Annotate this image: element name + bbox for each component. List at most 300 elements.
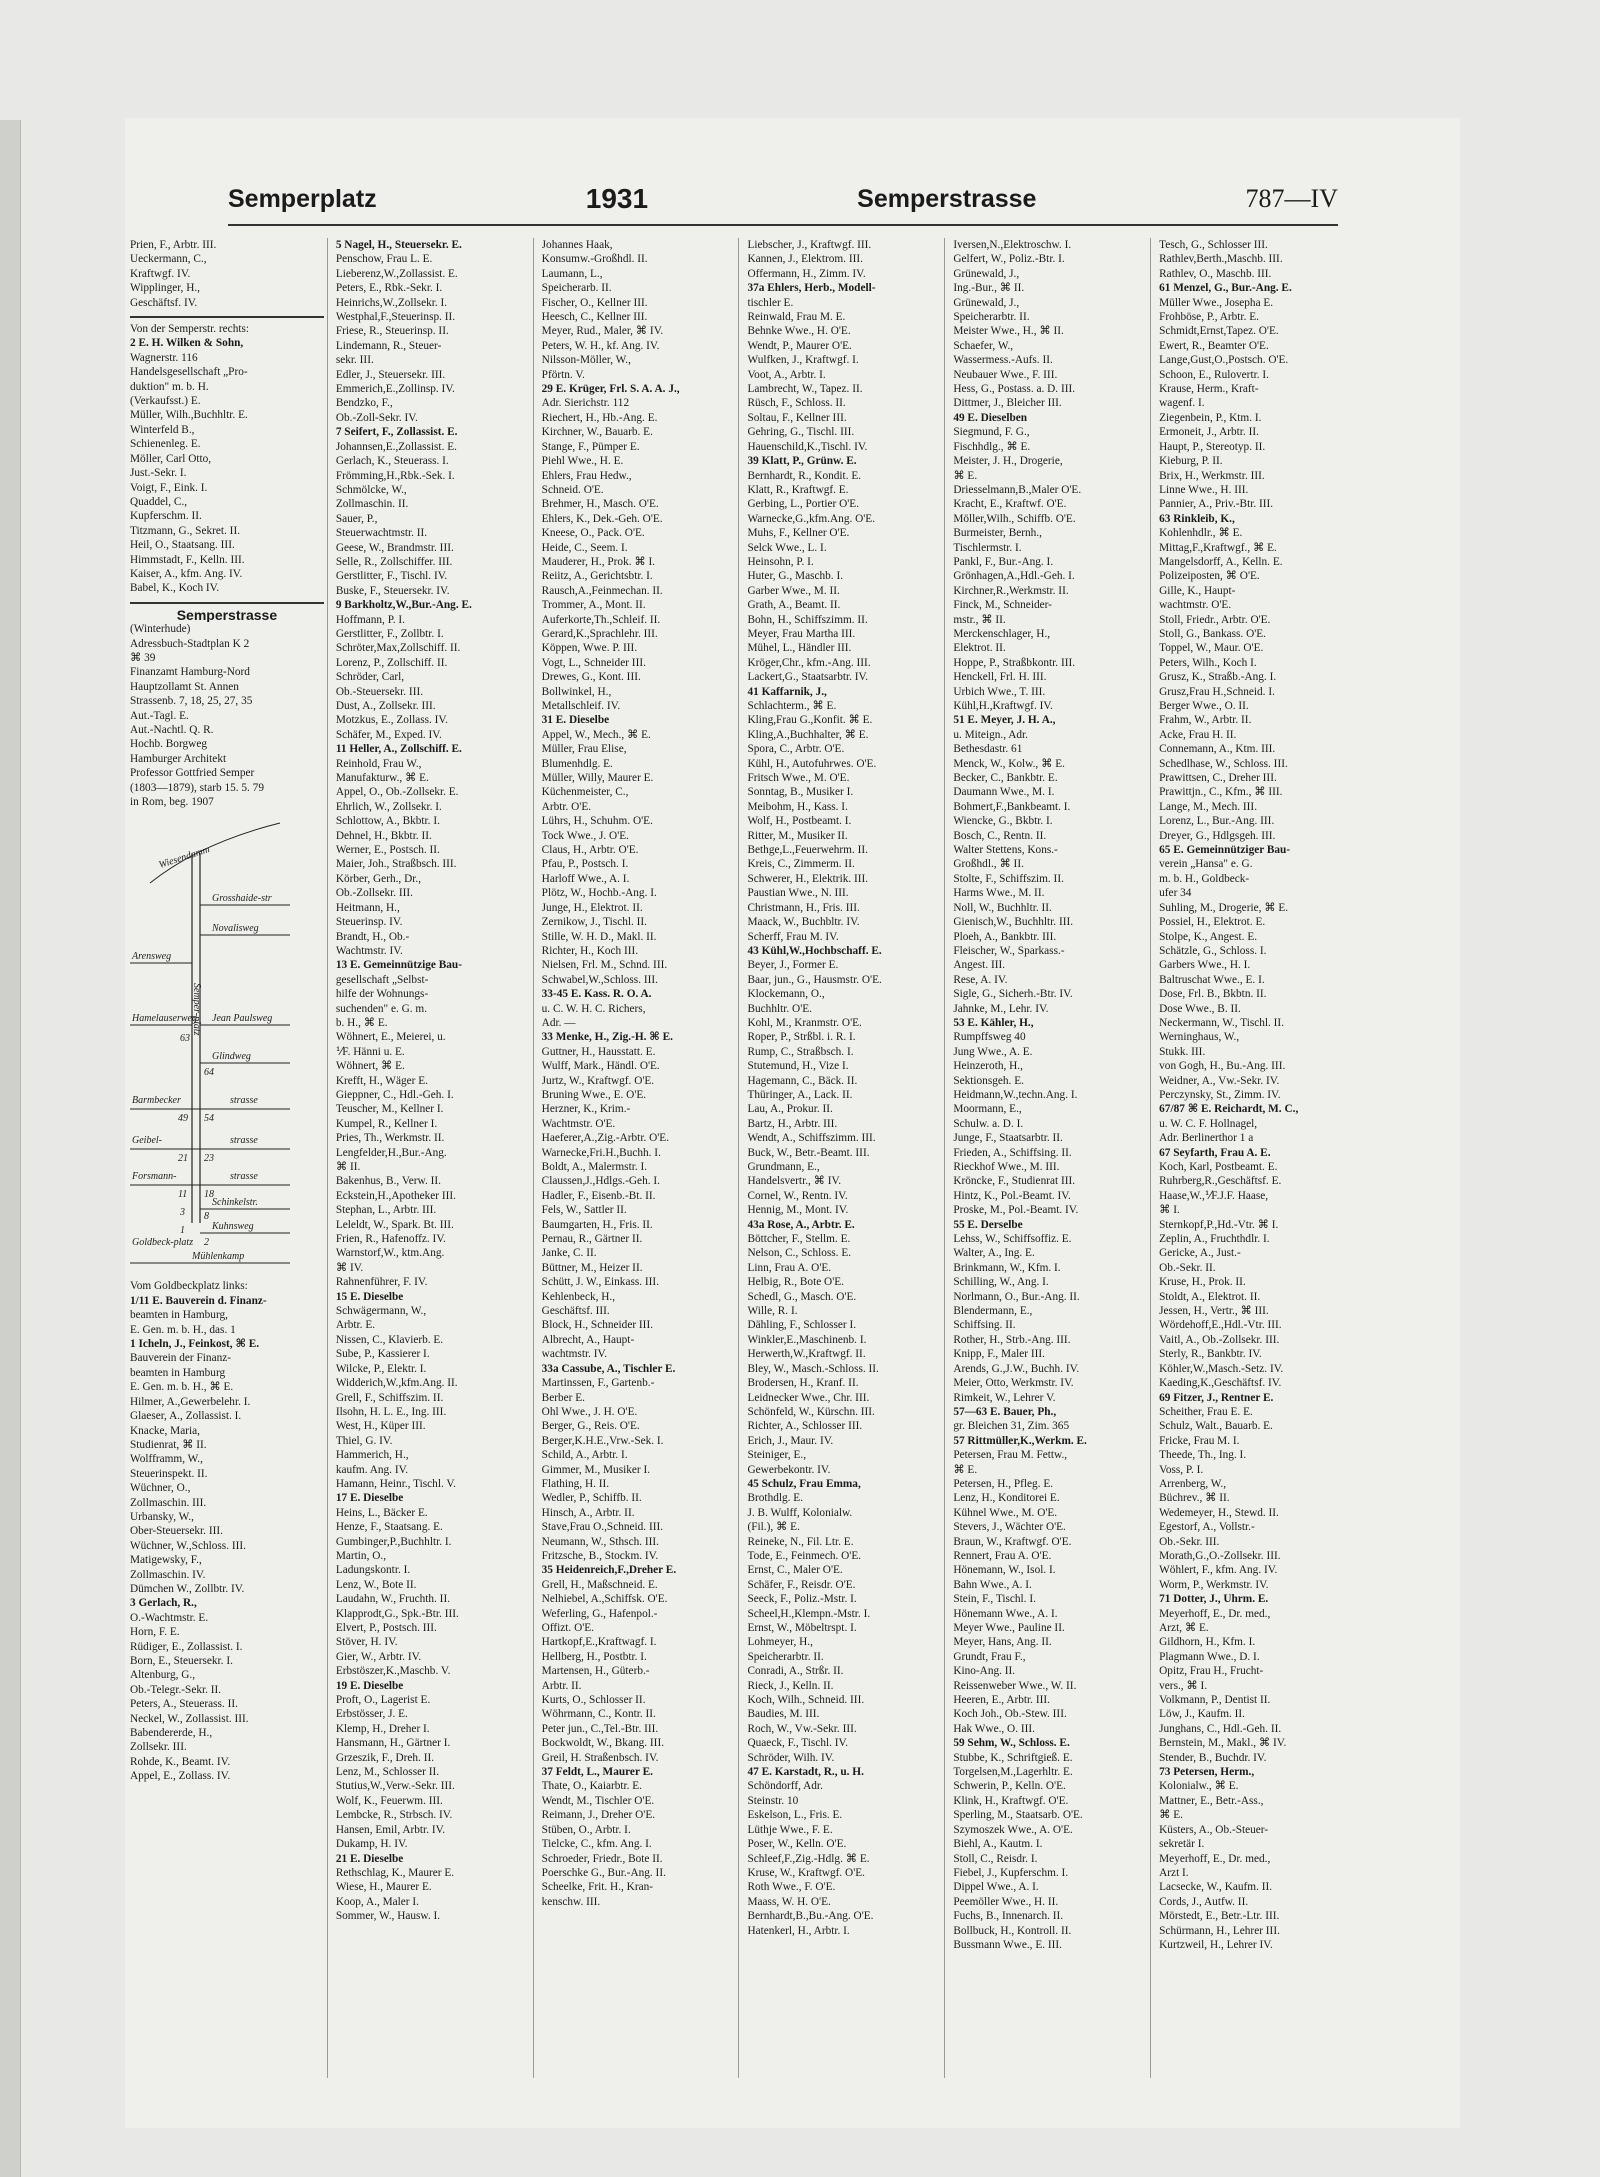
directory-entry: Theede, Th., Ing. I.	[1159, 1449, 1247, 1462]
directory-entry: Stoll, G., Bankass. O'E.	[1159, 627, 1266, 640]
directory-entry: Wipplinger, H.,	[130, 282, 200, 295]
directory-entry: Adr. —	[541, 1016, 576, 1029]
directory-entry: Grünewald, J.,	[953, 267, 1020, 280]
directory-entry: Schoon, E., Rulovertr. I.	[1159, 368, 1269, 381]
directory-entry: Heinsohn, P. I.	[747, 555, 814, 568]
directory-entry: Grell, F., Schiffszim. II.	[335, 1391, 444, 1404]
directory-entry: Geschäftsf. III.	[541, 1305, 610, 1318]
map-label-kuhnsweg: Kuhnsweg	[212, 1221, 254, 1233]
directory-entry: Ehlers, K., Dek.-Geh. O'E.	[541, 512, 663, 525]
directory-entry: Schiffsing. II.	[953, 1319, 1016, 1332]
directory-entry: Schlachterm., ⌘ E.	[747, 700, 837, 712]
directory-entry: Zollsekr. III.	[130, 1741, 187, 1754]
directory-entry: Walter, A., Ing. E.	[953, 1247, 1035, 1260]
directory-entry: Motzkus, E., Zollass. IV.	[335, 714, 448, 727]
directory-entry: Pförtn. V.	[541, 368, 585, 381]
directory-entry: in Rom, beg. 1907	[130, 796, 214, 809]
directory-entry: Schütt, J. W., Einkass. III.	[541, 1276, 660, 1289]
street-map	[130, 813, 310, 1273]
directory-entry: Heil, O., Staatsang. III.	[130, 539, 235, 552]
directory-entry: Thüringer, A., Lack. II.	[747, 1088, 853, 1101]
directory-entry: Scherff, Frau M. IV.	[747, 930, 839, 943]
directory-entry: Kurts, O., Schlosser II.	[541, 1694, 646, 1707]
directory-entry: suchenden" e. G. m.	[335, 1002, 428, 1015]
directory-entry: Spora, C., Arbtr. O'E.	[747, 743, 845, 756]
directory-entry: Ob.-Telegr.-Sekr. II.	[130, 1683, 222, 1696]
directory-entry: Koop, A., Maler I.	[335, 1895, 419, 1908]
directory-entry: Grundt, Frau F.,	[953, 1650, 1026, 1663]
directory-entry: Metallschleif. IV.	[541, 700, 621, 712]
directory-entry: Iversen,N.,Elektroschw. I.	[953, 239, 1072, 251]
directory-entry: Berber E.	[541, 1391, 585, 1404]
directory-entry: Wendt, P., Maurer O'E.	[747, 339, 852, 352]
directory-entry: Bartz, H., Arbtr. III.	[747, 1117, 838, 1130]
directory-entry: Schienenleg. E.	[130, 438, 201, 451]
directory-entry: Bruning Wwe., E. O'E.	[541, 1088, 647, 1101]
directory-entry: Bohmert,F.,Bankbeamt. I.	[953, 800, 1071, 813]
directory-entry: Wedemeyer, H., Stewd. II.	[1159, 1506, 1279, 1519]
column-1-entries-top	[130, 238, 324, 809]
directory-entry: Emmerich,E.,Zollinsp. IV.	[335, 383, 455, 396]
directory-entry: Rump, C., Straßbsch. I.	[747, 1045, 854, 1058]
directory-entry: Martin, O.,	[335, 1549, 387, 1562]
directory-entry: Stoll, C., Reisdr. I.	[953, 1852, 1038, 1865]
directory-entry: Eskelson, L., Fris. E.	[747, 1809, 843, 1822]
directory-entry: Nilsson-Möller, W.,	[541, 354, 631, 367]
directory-entry: Meyer, Hans, Ang. II.	[953, 1636, 1052, 1649]
directory-entry: Zollmaschin. II.	[335, 498, 409, 511]
section-divider	[130, 316, 324, 318]
directory-entry: Kühnel Wwe., M. O'E.	[953, 1506, 1058, 1519]
directory-entry: 33 Menke, H., Zig.-H. ⌘ E.	[541, 1031, 673, 1044]
directory-entry: Kupferschm. II.	[130, 510, 202, 523]
column-1-entries-bottom	[130, 1279, 324, 1783]
directory-entry: Tode, E., Feinmech. O'E.	[747, 1549, 862, 1562]
directory-entry: Ueckermann, C.,	[130, 253, 207, 266]
directory-entry: Dukamp, H. IV.	[335, 1838, 408, 1851]
directory-entry: Zollmaschin. III.	[130, 1496, 207, 1509]
directory-entry: Brodersen, H., Kranf. II.	[747, 1377, 859, 1390]
directory-entry: Wagnerstr. 116	[130, 351, 198, 364]
directory-entry: Haeferer,A.,Zig.-Arbtr. O'E.	[541, 1132, 670, 1145]
directory-entry: Matigewsky, F.,	[130, 1554, 202, 1567]
directory-entry: Rieck, J., Kelln. II.	[747, 1679, 834, 1692]
directory-entry: Pries, Th., Werkmstr. II.	[335, 1132, 445, 1145]
directory-entry: wachtmstr. O'E.	[1159, 599, 1232, 612]
directory-entry: Winterfeld B.,	[130, 423, 195, 436]
directory-entry: Proske, M., Pol.-Beamt. IV.	[953, 1204, 1079, 1217]
directory-entry: Hochb. Borgweg	[130, 738, 207, 751]
directory-entry: Schäfer, F., Reisdr. O'E.	[747, 1578, 856, 1591]
directory-entry: Kieburg, P. II.	[1159, 455, 1223, 468]
directory-entry: Rennert, Frau A. O'E.	[953, 1549, 1052, 1562]
directory-entry: Kneese, O., Pack. O'E.	[541, 527, 645, 540]
directory-entry: Vogt, L., Schneider III.	[541, 656, 646, 669]
directory-entry: Steiniger, E.,	[747, 1449, 807, 1462]
directory-entry: Lange, M., Mech. III.	[1159, 800, 1258, 813]
directory-entry: Grath, A., Beamt. II.	[747, 599, 841, 612]
directory-entry: Appel, W., Mech., ⌘ E.	[541, 728, 651, 741]
directory-entry: Neckermann, W., Tischl. II.	[1159, 1016, 1285, 1029]
directory-entry: Ilsohn, H. L. E., Ing. III.	[335, 1405, 447, 1418]
directory-entry: Rimkeit, W., Lehrer V.	[953, 1391, 1056, 1404]
directory-entry: Heitmann, H.,	[335, 901, 400, 914]
directory-entry: Koch, Karl, Postbeamt. E.	[1159, 1161, 1278, 1173]
directory-entry: Buchhltr. O'E.	[747, 1002, 812, 1015]
directory-entry: Suhling, M., Drogerie, ⌘ E.	[1159, 901, 1289, 914]
directory-entry: Gumbinger,P.,Buchhltr. I.	[335, 1535, 452, 1548]
directory-entry: Offermann, H., Zimm. IV.	[747, 267, 866, 280]
map-num-63: 63	[180, 1033, 190, 1045]
directory-entry: Worm, P., Werkmstr. IV.	[1159, 1578, 1269, 1591]
directory-entry: Müller, Frau Elise,	[541, 743, 627, 756]
directory-entry: (Fil.), ⌘ E.	[747, 1521, 800, 1534]
directory-entry: Rumpffsweg 40	[953, 1031, 1026, 1044]
directory-entry: Wilcke, P., Elektr. I.	[335, 1362, 427, 1375]
directory-entry: Köhler,W.,Masch.-Setz. IV.	[1159, 1362, 1284, 1375]
directory-entry: Heinzeroth, H.,	[953, 1060, 1023, 1073]
directory-entry: Sperling, M., Staatsarb. O'E.	[953, 1809, 1083, 1822]
directory-entry: Bahn Wwe., A. I.	[953, 1578, 1032, 1591]
directory-entry: Arbtr. O'E.	[541, 800, 592, 813]
directory-entry: Sonntag, B., Musiker I.	[747, 786, 854, 799]
directory-entry: Mauderer, H., Prok. ⌘ I.	[541, 555, 656, 568]
directory-entry: Wedler, P., Schiffb. II.	[541, 1492, 642, 1505]
directory-entry: Thate, O., Kaiarbtr. E.	[541, 1780, 643, 1793]
directory-entry: Studienrat, ⌘ II.	[130, 1438, 207, 1451]
directory-entry: Gienisch,W., Buchhltr. III.	[953, 916, 1074, 929]
directory-entry: Hilmer, A.,Gewerbelehr. I.	[130, 1395, 251, 1408]
directory-entry: Johannes Haak,	[541, 239, 613, 251]
directory-entry: Ober-Steuersekr. III.	[130, 1525, 223, 1538]
directory-entry: 73 Petersen, Herm.,	[1159, 1766, 1255, 1779]
directory-entry: Junghans, C., Hdl.-Geh. II.	[1159, 1722, 1282, 1735]
directory-entry: 39 Klatt, P., Grünw. E.	[747, 455, 857, 468]
map-num-49: 49	[178, 1113, 188, 1125]
directory-entry: Reiitz, A., Gerichtsbtr. I.	[541, 570, 653, 583]
directory-entry: Glaeser, A., Zollassist. I.	[130, 1410, 242, 1423]
directory-entry: Junge, F., Staatsarbtr. II.	[953, 1132, 1063, 1145]
directory-entry: Meyer, Rud., Maler, ⌘ IV.	[541, 325, 664, 338]
directory-entry: Schedl, G., Masch. O'E.	[747, 1290, 857, 1303]
directory-entry: Ladungskontr. I.	[335, 1564, 411, 1577]
section-divider	[130, 602, 324, 604]
directory-entry: Müller, Willy, Maurer E.	[541, 772, 654, 785]
directory-entry: Kumpel, R., Kellner I.	[335, 1117, 438, 1130]
directory-entry: Zeplin, A., Fruchthdlr. I.	[1159, 1233, 1270, 1246]
directory-entry: Kohl, M., Kranmstr. O'E.	[747, 1016, 862, 1029]
directory-entry: Lackert,G., Staatsarbtr. IV.	[747, 671, 869, 684]
directory-entry: Harms Wwe., M. II.	[953, 887, 1045, 900]
directory-entry: Grönhagen,A.,Hdl.-Geh. I.	[953, 570, 1075, 583]
directory-entry: Schröder, Carl,	[335, 671, 405, 684]
map-num-1: 1	[180, 1225, 185, 1237]
directory-entry: Wöhlert, F., kfm. Ang. IV.	[1159, 1564, 1278, 1577]
directory-entry: Aut.-Nachtl. Q. R.	[130, 724, 214, 736]
directory-entry: Sternkopf,P.,Hd.-Vtr. ⌘ I.	[1159, 1218, 1279, 1231]
column-6	[1157, 238, 1356, 2078]
directory-entry: Horn, F. E.	[130, 1626, 180, 1639]
directory-entry: Conradi, A., Strßr. II.	[747, 1665, 844, 1678]
directory-entry: Leleldt, W., Spark. Bt. III.	[335, 1218, 454, 1231]
directory-entry: Becker, C., Bankbtr. E.	[953, 772, 1058, 785]
directory-entry: Manufakturw., ⌘ E.	[335, 772, 429, 785]
directory-entry: mstr., ⌘ II.	[953, 613, 1006, 626]
directory-entry: Jessen, H., Vertr., ⌘ III.	[1159, 1305, 1269, 1318]
directory-entry: Friese, R., Steuerinsp. II.	[335, 325, 449, 338]
directory-entry: Schlottow, A., Bkbtr. I.	[335, 815, 440, 828]
directory-entry: Köppen, Wwe. P. III.	[541, 642, 638, 655]
directory-entry: 67 Seyfarth, Frau A. E.	[1159, 1146, 1271, 1159]
directory-entry: Kühl,H.,Kraftwgf. IV.	[953, 700, 1053, 712]
directory-entry: 69 Fitzer, J., Rentner E.	[1159, 1391, 1274, 1404]
directory-entry: Thiel, G. IV.	[335, 1434, 393, 1447]
directory-entry: Fritzsche, B., Stockm. IV.	[541, 1549, 659, 1562]
directory-entry: Scheel,H.,Klempn.-Mstr. I.	[747, 1607, 871, 1620]
directory-entry: Gerard,K.,Sprachlehr. III.	[541, 627, 658, 640]
directory-entry: Reimann, J., Dreher O'E.	[541, 1809, 656, 1822]
directory-entry: Reinwald, Frau M. E.	[747, 311, 846, 324]
directory-entry: Meister, J. H., Drogerie,	[953, 455, 1063, 468]
directory-entry: Frieden, A., Schiffsing. II.	[953, 1146, 1072, 1159]
map-label-arensweg: Arensweg	[132, 951, 172, 963]
directory-entry: Titzmann, G., Sekret. II.	[130, 524, 241, 537]
directory-entry: Hammerich, H.,	[335, 1449, 409, 1462]
directory-entry: Löw, J., Kaufm. II.	[1159, 1708, 1245, 1721]
directory-entry: Hauptzollamt St. Annen	[130, 680, 239, 693]
directory-entry: Garbers Wwe., H. I.	[1159, 959, 1251, 972]
directory-entry: Professor Gottfried Semper	[130, 767, 255, 780]
directory-entry: Koch Joh., Ob.-Stew. III.	[953, 1708, 1067, 1721]
directory-entry: Rese, A. IV.	[953, 973, 1008, 986]
directory-entry: Maass, W. H. O'E.	[747, 1895, 831, 1908]
directory-entry: Aut.-Tagl. E.	[130, 709, 189, 722]
directory-entry: Hatenkerl, H., Arbtr. I.	[747, 1924, 850, 1937]
directory-entry: Elvert, P., Postsch. III.	[335, 1622, 437, 1634]
directory-entry: Noll, W., Buchhltr. II.	[953, 901, 1052, 914]
directory-entry: Angest. III.	[953, 959, 1006, 972]
directory-entry: ⅟F. Hänni u. E.	[335, 1045, 405, 1058]
directory-entry: Bethge,L.,Feuerwehrm. II.	[747, 844, 868, 857]
map-label-muehlenkamp: Mühlenkamp	[192, 1251, 245, 1263]
directory-entry: Laumann, L.,	[541, 267, 603, 280]
directory-entry: Klapprodt,G., Spk.-Btr. III.	[335, 1607, 459, 1620]
directory-entry: Sube, P., Kassierer I.	[335, 1348, 430, 1361]
directory-entry: Wassermess.-Aufs. II.	[953, 354, 1053, 367]
directory-entry: Morath,G.,O.-Zollsekr. III.	[1159, 1549, 1281, 1562]
directory-entry: gesellschaft „Selbst-	[335, 973, 429, 986]
directory-entry: Haase,W.,⅟F.J.F. Haase,	[1159, 1189, 1269, 1202]
directory-entry: Moormann, E.,	[953, 1103, 1022, 1116]
directory-entry: Gieppner, C., Hdl.-Geh. I.	[335, 1088, 454, 1101]
directory-entry: Gericke, A., Just.-	[1159, 1247, 1241, 1260]
directory-entry: 57—63 E. Bauer, Ph.,	[953, 1405, 1057, 1418]
directory-entry: Hartkopf,E.,Kraftwagf. I.	[541, 1636, 657, 1649]
directory-entry: 37a Ehlers, Herb., Modell-	[747, 282, 876, 295]
map-label-hamelauserweg: Hamelauserweg	[132, 1013, 197, 1025]
directory-entry: Speicherarbtr. II.	[953, 311, 1030, 324]
directory-entry: Bethesdastr. 61	[953, 743, 1023, 756]
directory-entry: Hoppe, P., Straßbkontr. III.	[953, 656, 1076, 669]
directory-entry: Offizt. O'E.	[541, 1622, 594, 1634]
directory-entry: Gerstlitter, F., Tischl. IV.	[335, 570, 448, 583]
directory-entry: Lange,Gust,O.,Postsch. O'E.	[1159, 354, 1289, 367]
directory-entry: Wille, R. I.	[747, 1305, 798, 1318]
directory-entry: Perczynsky, St., Zimm. IV.	[1159, 1088, 1281, 1101]
directory-entry: Arzt I.	[1159, 1866, 1189, 1879]
directory-entry: Fischer, O., Kellner III.	[541, 296, 648, 309]
directory-entry: Stöver, H. IV.	[335, 1636, 398, 1649]
directory-entry: 49 E. Dieselben	[953, 411, 1028, 424]
directory-entry: Müller, Wilh.,Buchhltr. E.	[130, 409, 248, 422]
directory-entry: Drewes, G., Kont. III.	[541, 671, 641, 684]
directory-entry: Proft, O., Lagerist E.	[335, 1694, 431, 1707]
directory-entry: Teuscher, M., Kellner I.	[335, 1103, 444, 1116]
directory-entry: Linne Wwe., H. III.	[1159, 483, 1249, 496]
directory-entry: Speicherarbtr. II.	[747, 1650, 824, 1663]
directory-entry: E. Gen. m. b. H., das. 1	[130, 1323, 236, 1336]
directory-entry: Lührs, H., Schuhm. O'E.	[541, 815, 653, 828]
directory-entry: Torgelsen,M.,Lagerhltr. E.	[953, 1766, 1073, 1779]
directory-entry: Gerstlitter, F., Zollbtr. I.	[335, 627, 444, 640]
directory-entry: Grell, H., Maßschneid. E.	[541, 1578, 658, 1591]
directory-entry: wagenf. I.	[1159, 397, 1205, 410]
directory-entry: Richter, H., Koch III.	[541, 944, 639, 957]
directory-entry: Finanzamt Hamburg-Nord	[130, 666, 250, 679]
directory-entry: Wöhnert, ⌘ E.	[335, 1060, 405, 1073]
directory-entry: Wiese, H., Maurer E.	[335, 1881, 432, 1894]
directory-entry: Stille, W. H. D., Makl. II.	[541, 930, 657, 943]
directory-entry: Brix, H., Werkmstr. III.	[1159, 469, 1265, 482]
directory-entry: Kraftwgf. IV.	[130, 267, 191, 280]
directory-entry: 67/87 ⌘ E. Reichardt, M. C.,	[1159, 1103, 1299, 1116]
directory-entry: Brehmer, H., Masch. O'E.	[541, 498, 659, 511]
map-label-schinkelstr: Schinkelstr.	[212, 1197, 258, 1209]
directory-entry: Hinsch, A., Arbtr. II.	[541, 1506, 635, 1519]
directory-entry: Rathlev, O., Maschb. III.	[1159, 267, 1272, 280]
directory-entry: Nelhiebel, A.,Schiffsk. O'E.	[541, 1593, 668, 1606]
directory-entry: 59 Sehm, W., Schloss. E.	[953, 1737, 1070, 1750]
directory-entry: 37 Feldt, L., Maurer E.	[541, 1766, 653, 1779]
directory-entry: Prien, F., Arbtr. III.	[130, 239, 217, 251]
directory-entry: 43 Kühl,W.,Hochbschaff. E.	[747, 944, 882, 957]
directory-entry: Widderich,W.,kfm.Ang. II.	[335, 1377, 458, 1390]
directory-entry: Möller, Carl Otto,	[130, 452, 212, 465]
directory-entry: Hoffmann, P. I.	[335, 613, 405, 626]
directory-entry: Schulz, Walt., Bauarb. E.	[1159, 1420, 1273, 1433]
directory-entry: Arbtr. II.	[541, 1679, 582, 1692]
directory-entry: Wulfken, J., Kraftwgf. I.	[747, 354, 859, 367]
directory-entry: Schwerin, P., Kelln. O'E.	[953, 1780, 1066, 1793]
directory-entry: Wendt, A., Schiffszimm. III.	[747, 1132, 876, 1145]
directory-entry: Appel, E., Zollass. IV.	[130, 1770, 231, 1783]
directory-entry: Mittag,F.,Kraftwgf., ⌘ E.	[1159, 541, 1277, 554]
directory-entry: Bendzko, F.,	[335, 397, 393, 410]
directory-entry: u. C. W. H. C. Richers,	[541, 1002, 646, 1015]
directory-entry: Laudahn, W., Fruchth. II.	[335, 1593, 451, 1606]
directory-entry: Kracht, E., Kraftwf. O'E.	[953, 498, 1067, 511]
directory-entry: Opitz, Frau H., Frucht-	[1159, 1665, 1264, 1678]
directory-entry: Dreyer, G., Hdlgsgeh. III.	[1159, 829, 1276, 842]
directory-entry: Ohl Wwe., J. H. O'E.	[541, 1405, 638, 1418]
directory-entry: Lengfelder,H.,Bur.-Ang.	[335, 1146, 447, 1159]
directory-entry: Reissenweber Wwe., W. II.	[953, 1679, 1077, 1692]
directory-entry: Janke, C. II.	[541, 1247, 597, 1260]
directory-entry: Ploeh, A., Bankbtr. III.	[953, 930, 1057, 943]
directory-entry: 47 E. Karstadt, R., u. H.	[747, 1766, 864, 1779]
directory-entry: Weidner, A., Vw.-Sekr. IV.	[1159, 1074, 1280, 1087]
directory-entry: Ob.-Zollsekr. III.	[335, 887, 414, 900]
directory-entry: Neumann, W., Sthsch. III.	[541, 1535, 660, 1548]
directory-entry: Frahm, W., Arbtr. II.	[1159, 714, 1252, 727]
directory-entry: 61 Menzel, G., Bur.-Ang. E.	[1159, 282, 1292, 295]
directory-entry: Stoldt, A., Elektrot. II.	[1159, 1290, 1261, 1303]
directory-entry: Johannsen,E.,Zollassist. E.	[335, 440, 457, 453]
directory-entry: Schaefer, W.,	[953, 339, 1014, 352]
directory-entry: (1803—1879), starb 15. 5. 79	[130, 781, 264, 794]
directory-entry: u. Miteign., Adr.	[953, 728, 1028, 741]
directory-entry: Rahnenführer, F. IV.	[335, 1276, 428, 1289]
directory-entry: 43a Rose, A., Arbtr. E.	[747, 1218, 855, 1231]
directory-entry: Peters, E., Rbk.-Sekr. I.	[335, 282, 443, 295]
directory-entry: Klockemann, O.,	[747, 988, 825, 1001]
directory-entry: Lacsecke, W., Kaufm. II.	[1159, 1881, 1273, 1894]
directory-entry: Kaeding,K.,Geschäftsf. IV.	[1159, 1377, 1282, 1390]
directory-entry: Dittmer, J., Bleicher III.	[953, 397, 1062, 410]
directory-entry: Kaiser, A., kfm. Ang. IV.	[130, 567, 243, 580]
directory-entry: Fels, W., Sattler II.	[541, 1204, 627, 1217]
directory-entry: Grusz, K., Straßb.-Ang. I.	[1159, 671, 1277, 684]
directory-entry: Fleischer, W., Sparkass.-	[953, 944, 1065, 957]
directory-entry: Wüchner, W.,Schloss. III.	[130, 1539, 246, 1552]
directory-entry: Lenz, W., Bote II.	[335, 1578, 417, 1591]
directory-entry: 35 Heidenreich,F.,Dreher E.	[541, 1564, 677, 1577]
map-label-barmbecker-strasse: strasse	[230, 1095, 258, 1107]
directory-entry: Warnecke,G.,kfm.Ang. O'E.	[747, 512, 876, 525]
directory-entry: Büttner, M., Heizer II.	[541, 1261, 643, 1274]
directory-entry: verein „Hansa" e. G.	[1159, 858, 1253, 871]
directory-entry: Kohlenhdlr., ⌘ E.	[1159, 527, 1243, 540]
directory-entry: Von der Semperstr. rechts:	[130, 323, 250, 336]
directory-entry: Blumenhdlg. E.	[541, 757, 613, 770]
directory-entry: Kling,Frau G.,Konfit. ⌘ E.	[747, 714, 873, 727]
directory-entry: Stubbe, K., Schriftgieß. E.	[953, 1751, 1073, 1764]
directory-entry: Baumgarten, H., Fris. II.	[541, 1218, 653, 1231]
directory-entry: Quaddel, C.,	[130, 495, 188, 508]
directory-entry: ⌘ I.	[1159, 1204, 1180, 1217]
directory-entry: Gille, K., Haupt-	[1159, 584, 1236, 597]
directory-entry: Küsters, A., Ob.-Steuer-	[1159, 1823, 1269, 1836]
directory-entry: gr. Bleichen 31, Zim. 365	[953, 1420, 1070, 1433]
directory-entry: Burmeister, Bernh.,	[953, 527, 1042, 540]
directory-entry: Martensen, H., Güterb.-	[541, 1665, 650, 1678]
directory-entry: Reinhold, Frau W.,	[335, 757, 422, 770]
directory-entry: Kühl, H., Autofuhrwes. O'E.	[747, 757, 877, 770]
directory-entry: Frien, R., Hafenoffz. IV.	[335, 1233, 446, 1246]
directory-entry: Daumann Wwe., M. I.	[953, 786, 1055, 799]
directory-entry: Plagmann Wwe., D. I.	[1159, 1650, 1260, 1663]
directory-entry: Rausch,A.,Feinmechan. II.	[541, 584, 663, 597]
directory-entry: beamten in Hamburg	[130, 1366, 226, 1379]
directory-entry: Elektrot. II.	[953, 642, 1006, 655]
directory-entry: Bernstein, M., Makl., ⌘ IV.	[1159, 1737, 1287, 1750]
directory-entry: J. B. Wulff, Kolonialw.	[747, 1506, 853, 1519]
directory-entry: Boldt, A., Malermstr. I.	[541, 1161, 648, 1173]
directory-entry: ⌘ II.	[335, 1161, 361, 1173]
map-label-goldbeckplatz: Goldbeck-platz	[132, 1237, 194, 1249]
directory-entry: Werner, E., Postsch. II.	[335, 844, 440, 857]
directory-entry: Siegmund, F. G.,	[953, 426, 1030, 439]
